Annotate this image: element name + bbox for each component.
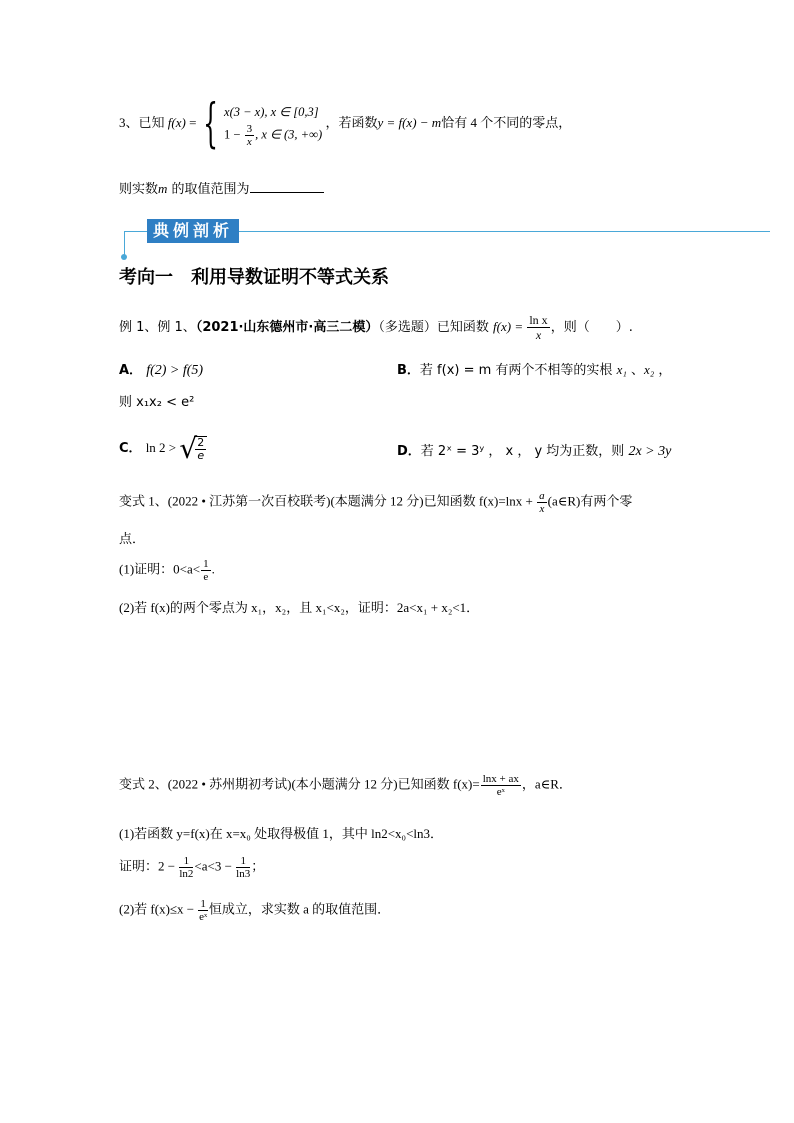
variant-2-part-2: [119, 898, 390, 923]
banner-dot: [121, 254, 127, 260]
question-number: 3、: [119, 114, 139, 130]
option-a-text: f(2) > f(5): [146, 363, 204, 378]
fraction-denominator: ln3: [236, 868, 251, 880]
piecewise-cases: [224, 101, 322, 148]
case-2-fraction: [245, 123, 255, 148]
variant-2-fraction: [481, 773, 521, 798]
option-b-end: ，: [654, 363, 672, 378]
proof-fraction-1: [179, 855, 193, 880]
option-b-x1: x₁: [616, 362, 627, 377]
banner-tag: 典例剖析: [147, 219, 239, 243]
fraction-numerator: 1: [203, 558, 209, 570]
variant-2: [119, 773, 572, 798]
sqrt-sign: √: [179, 432, 198, 465]
function-name: f(x) =: [493, 319, 527, 334]
question-lead: 已知: [138, 114, 165, 130]
variant-1-tail: (a∈R)有两个零: [547, 493, 633, 509]
variable-m: m: [158, 181, 168, 196]
option-d-label: D．: [397, 444, 421, 459]
part-2-fraction: [198, 898, 208, 923]
option-c-text: ln 2 >: [145, 440, 180, 455]
fraction-numerator: a: [539, 490, 545, 502]
part-2-text: (2)若 f(x)≤x −: [119, 901, 198, 917]
option-b-text: 若 f(x) = m 有两个不相等的实根: [419, 363, 617, 378]
fraction-numerator: ln x: [529, 313, 548, 327]
line2-text-b: 的取值范围为: [167, 182, 250, 197]
variant-2-lead: 变式 2、(2022 • 苏州期初考试)(本小题满分 12 分)已知函数 f(x)=: [119, 776, 480, 792]
example-type: （多选题）已知函数: [378, 320, 489, 335]
example-1: [119, 313, 633, 342]
example-source: （2021·山东德州市·高三二模）: [195, 320, 379, 335]
option-b-line2: [119, 391, 194, 410]
option-c[interactable]: [119, 432, 207, 465]
option-a-label: A．: [119, 363, 143, 378]
variant-1-fraction: [537, 490, 547, 515]
function-name: f(x): [167, 114, 186, 130]
variant-1-line2: 点．: [119, 532, 146, 547]
question-3: [119, 94, 572, 154]
case-2-numerator: 3: [246, 122, 253, 135]
variant-2-tail: ，a∈R．: [521, 776, 572, 792]
variant-1-lead: 变式 1、(2022 • 江苏第一次百校联考)(本题满分 12 分)已知函数 f(x)=lnx +: [119, 493, 537, 509]
proof-end: ；: [251, 858, 265, 874]
fraction-numerator: 1: [179, 855, 193, 868]
variant-1-part-1: [119, 558, 215, 583]
answer-blank[interactable]: [250, 180, 324, 193]
option-b[interactable]: [397, 359, 671, 378]
option-c-label: C．: [119, 441, 142, 456]
part-1-fraction: [201, 558, 211, 583]
sqrt-fraction: [195, 437, 206, 462]
fraction-denominator: eˣ: [199, 911, 208, 923]
function-expression: y = f(x) − m: [377, 114, 442, 130]
sqrt-numerator: 2: [197, 435, 205, 449]
section-title: 考向一 利用导数证明不等式关系: [119, 267, 389, 288]
option-a[interactable]: [119, 359, 203, 379]
sqrt-expression: [179, 432, 207, 465]
proof-fraction-2: [236, 855, 250, 880]
piecewise-brace: {: [202, 94, 218, 154]
proof-text: 证明：2 −: [119, 858, 179, 874]
part-1-text: (1)证明：0<a<: [119, 561, 201, 577]
variant-2-part-1: (1)若函数 y=f(x)在 x=x₀ 处取得极值 1，其中 ln2<x₀<ln3．: [119, 826, 444, 841]
example-lead: 例 1、例 1、: [119, 320, 196, 335]
case-1: x(3 − x), x ∈ [0,3]: [224, 104, 319, 119]
banner-line-vertical: [124, 231, 125, 256]
sqrt-denominator: e: [197, 448, 205, 462]
option-b-x2: x₂: [644, 362, 655, 377]
part-2-end: 恒成立，求实数 a 的取值范围．: [208, 901, 391, 917]
variant-2-proof: [119, 855, 264, 880]
fraction-numerator: 1: [200, 898, 206, 910]
part-1-end: .: [211, 561, 215, 577]
function-fraction: [527, 313, 549, 342]
option-d-text: 若 2ˣ = 3ʸ ， x ， y 均为正数，则: [420, 444, 629, 459]
fraction-denominator: x: [535, 328, 542, 342]
fraction-denominator: e: [203, 571, 209, 583]
equals-sign: =: [185, 114, 200, 130]
fraction-numerator: 1: [236, 855, 250, 868]
option-d-conclusion: 2x > 3y: [628, 444, 672, 459]
line2-text: 则实数: [119, 182, 159, 197]
case-2-prefix: 1 −: [224, 126, 244, 141]
option-b-separator: 、: [626, 363, 644, 378]
fraction-denominator: x: [539, 503, 545, 515]
case-2-domain: , x ∈ (3, +∞): [255, 126, 323, 141]
question-mid: ，若函数: [325, 114, 378, 130]
fraction-numerator: lnx + ax: [482, 773, 519, 785]
case-2-denominator: x: [246, 135, 252, 148]
question-3-line2: [119, 178, 324, 197]
option-d[interactable]: [397, 440, 671, 460]
fraction-denominator: ln2: [179, 868, 194, 880]
option-b-label: B．: [397, 363, 420, 378]
option-b-conclusion: 则 x₁x₂ < e²: [119, 395, 195, 410]
variant-1-part-2: (2)若 f(x)的两个零点为 x₁，x₂，且 x₁<x₂，证明：2a<x₁ + x₂<1．: [119, 600, 480, 615]
fraction-denominator: eˣ: [496, 786, 505, 798]
proof-middle: <a<3 −: [194, 858, 236, 874]
question-tail: 恰有 4 个不同的零点，: [441, 114, 572, 130]
variant-1: [119, 490, 632, 515]
example-tail: ，则（ ）.: [550, 320, 633, 335]
